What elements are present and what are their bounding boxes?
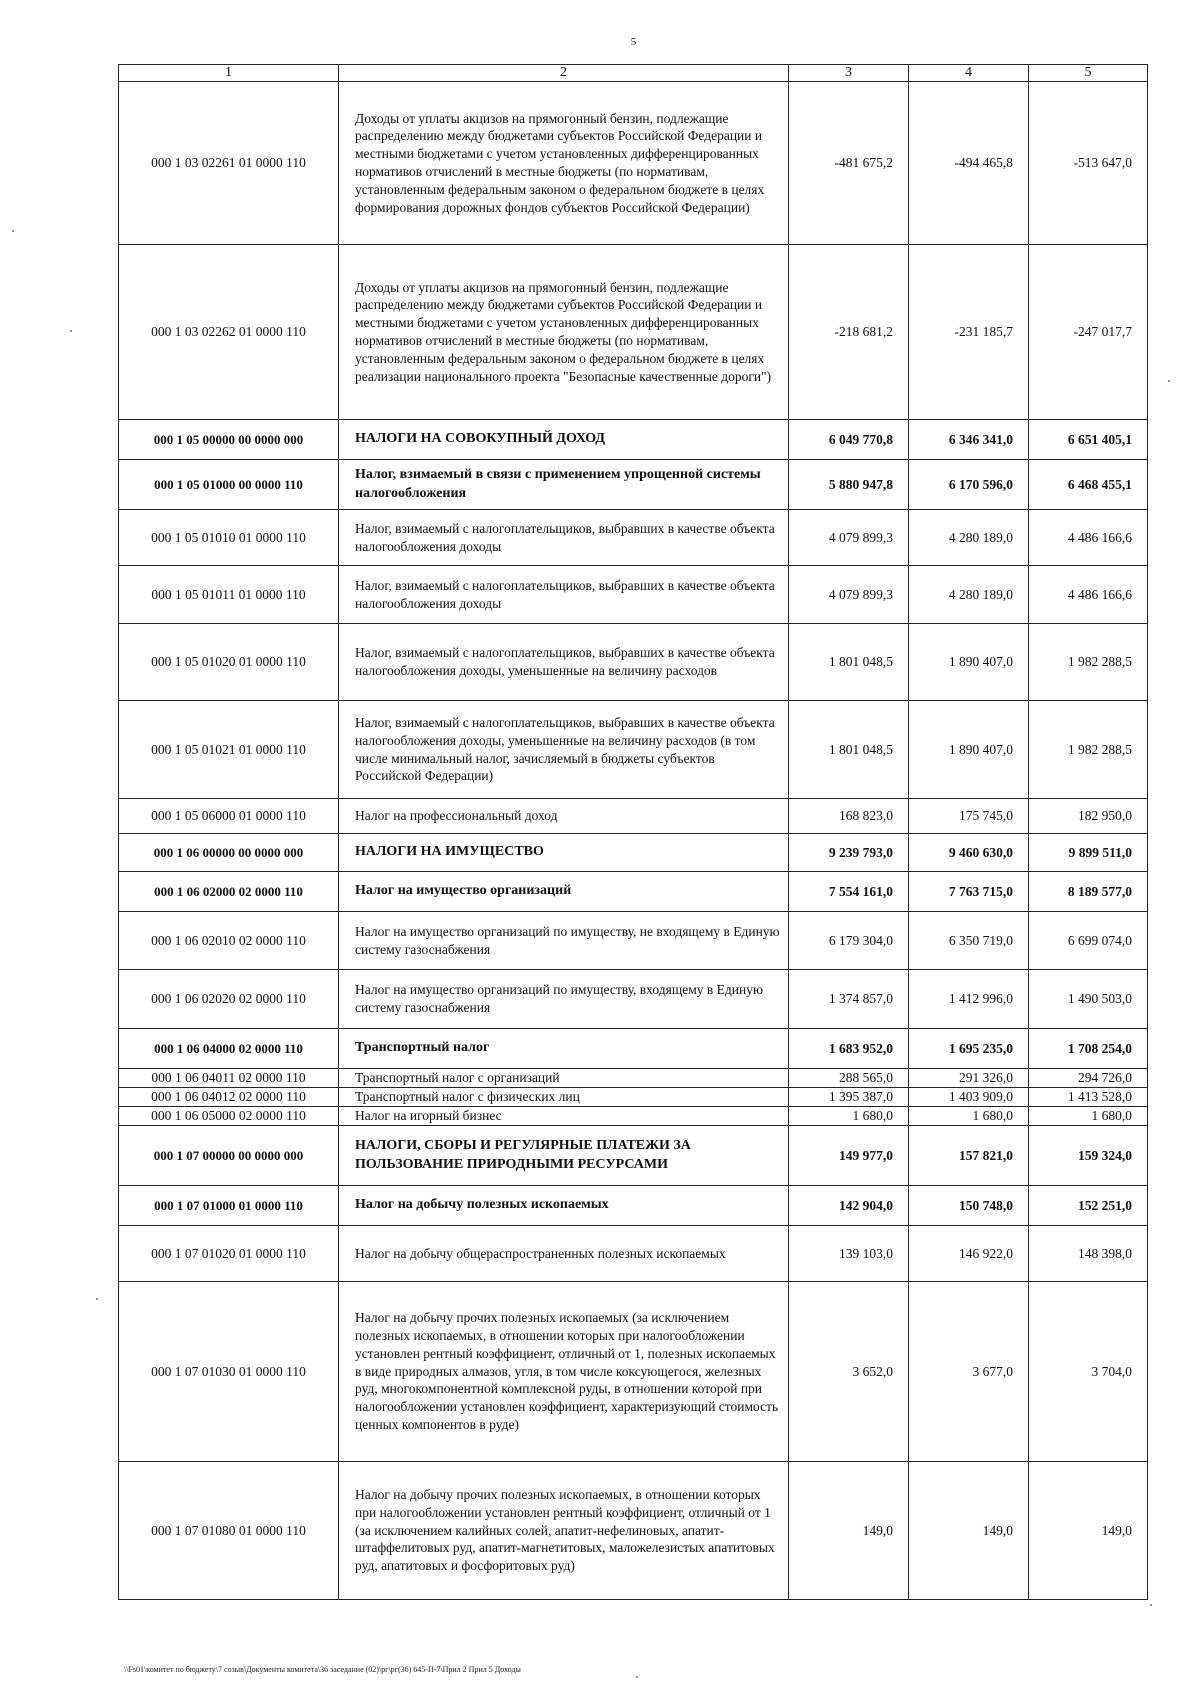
budget-code-cell: 000 1 05 01000 00 0000 110 bbox=[119, 460, 339, 510]
value-col3-cell: 1 801 048,5 bbox=[789, 701, 909, 799]
table-row bbox=[119, 1029, 1148, 1069]
budget-code-cell: 000 1 07 01030 01 0000 110 bbox=[119, 1282, 339, 1462]
value-col5-cell: 1 708 254,0 bbox=[1029, 1029, 1148, 1069]
table-row bbox=[119, 1282, 1148, 1462]
value-col3-cell: 288 565,0 bbox=[789, 1069, 909, 1088]
value-col3-cell: 9 239 793,0 bbox=[789, 834, 909, 872]
value-col5-cell: 1 680,0 bbox=[1029, 1107, 1148, 1126]
table-row bbox=[119, 1088, 1148, 1107]
footer-file-path: \\Fs01\комитет по бюджету\7 созыв\Документы комитета\36 заседание (02)\рг\рг(36) 645-П-7\Прил 2 Прил 5 Доходы bbox=[124, 1665, 521, 1674]
value-col3-cell: 7 554 161,0 bbox=[789, 872, 909, 912]
table-row bbox=[119, 872, 1148, 912]
value-col4-cell: 1 890 407,0 bbox=[909, 624, 1029, 701]
revenue-name-cell: Транспортный налог bbox=[339, 1029, 789, 1069]
value-col4-cell: 4 280 189,0 bbox=[909, 510, 1029, 566]
budget-code-cell: 000 1 07 01080 01 0000 110 bbox=[119, 1462, 339, 1600]
revenue-name-cell: Налог на добычу общераспространенных полезных ископаемых bbox=[339, 1226, 789, 1282]
revenue-name-cell: Налог, взимаемый с налогоплательщиков, выбравших в качестве объекта налогообложения доходы, уменьшенные на величину расходов (в том числе минимальный налог, зачисляемый в бюджеты субъектов Российской Федерации) bbox=[339, 701, 789, 799]
value-col4-cell: 4 280 189,0 bbox=[909, 566, 1029, 624]
value-col4-cell: 149,0 bbox=[909, 1462, 1029, 1600]
value-col5-cell: 8 189 577,0 bbox=[1029, 872, 1148, 912]
value-col3-cell: 1 801 048,5 bbox=[789, 624, 909, 701]
revenue-name-cell: Налог на добычу полезных ископаемых bbox=[339, 1186, 789, 1226]
table-row bbox=[119, 1226, 1148, 1282]
value-col3-cell: 1 683 952,0 bbox=[789, 1029, 909, 1069]
value-col5-cell: 149,0 bbox=[1029, 1462, 1148, 1600]
value-col4-cell: 1 695 235,0 bbox=[909, 1029, 1029, 1069]
value-col3-cell: 142 904,0 bbox=[789, 1186, 909, 1226]
value-col4-cell: 150 748,0 bbox=[909, 1186, 1029, 1226]
budget-code-cell: 000 1 06 05000 02 0000 110 bbox=[119, 1107, 339, 1126]
value-col5-cell: 1 490 503,0 bbox=[1029, 970, 1148, 1029]
revenue-name-cell: Налог на имущество организаций по имуществу, входящему в Единую систему газоснабжения bbox=[339, 970, 789, 1029]
value-col3-cell: -218 681,2 bbox=[789, 245, 909, 420]
column-number-row bbox=[119, 65, 1148, 82]
revenue-name-cell: Налог на добычу прочих полезных ископаемых (за исключением полезных ископаемых, в отношении которых при налогообложении установлен рентный коэффициент, отличный от 1, полезных ископаемых в виде природных алмазов, угля, в том числе коксующегося, железных руд, многокомпонентной комплексной руды, в отношении которой при налогообложении установлен коэффициент, характеризующий стоимость ценных компонентов в руде) bbox=[339, 1282, 789, 1462]
table-row bbox=[119, 799, 1148, 834]
value-col3-cell: 139 103,0 bbox=[789, 1226, 909, 1282]
budget-code-cell: 000 1 07 00000 00 0000 000 bbox=[119, 1126, 339, 1186]
value-col5-cell: 9 899 511,0 bbox=[1029, 834, 1148, 872]
revenue-name-cell: Транспортный налог с физических лиц bbox=[339, 1088, 789, 1107]
table-row bbox=[119, 245, 1148, 420]
revenue-name-cell: Налог на имущество организаций bbox=[339, 872, 789, 912]
column-header-1: 1 bbox=[119, 65, 339, 82]
column-header-4: 4 bbox=[909, 65, 1029, 82]
revenue-name-cell: Доходы от уплаты акцизов на прямогонный бензин, подлежащие распределению между бюджетами субъектов Российской Федерации и местными бюджетами с учетом установленных дифференцированных нормативов отчислений в местные бюджеты (по нормативам, установленным федеральным законом о федеральном бюджете в целях реализации национального проекта "Безопасные качественные дороги") bbox=[339, 245, 789, 420]
scan-speck bbox=[1150, 1604, 1152, 1606]
value-col5-cell: 1 413 528,0 bbox=[1029, 1088, 1148, 1107]
value-col4-cell: -231 185,7 bbox=[909, 245, 1029, 420]
value-col4-cell: 6 170 596,0 bbox=[909, 460, 1029, 510]
scan-speck bbox=[12, 230, 14, 232]
table-row bbox=[119, 912, 1148, 970]
value-col5-cell: 152 251,0 bbox=[1029, 1186, 1148, 1226]
table-row bbox=[119, 420, 1148, 460]
value-col4-cell: 6 346 341,0 bbox=[909, 420, 1029, 460]
budget-code-cell: 000 1 06 04012 02 0000 110 bbox=[119, 1088, 339, 1107]
column-header-2: 2 bbox=[339, 65, 789, 82]
budget-code-cell: 000 1 05 01020 01 0000 110 bbox=[119, 624, 339, 701]
revenue-name-cell: НАЛОГИ НА СОВОКУПНЫЙ ДОХОД bbox=[339, 420, 789, 460]
value-col5-cell: 148 398,0 bbox=[1029, 1226, 1148, 1282]
value-col5-cell: 3 704,0 bbox=[1029, 1282, 1148, 1462]
revenue-name-cell: Налог, взимаемый с налогоплательщиков, выбравших в качестве объекта налогообложения доходы bbox=[339, 566, 789, 624]
table-row bbox=[119, 1462, 1148, 1600]
budget-code-cell: 000 1 07 01020 01 0000 110 bbox=[119, 1226, 339, 1282]
page-number: 5 bbox=[630, 36, 637, 48]
revenue-name-cell: Налог, взимаемый с налогоплательщиков, выбравших в качестве объекта налогообложения доходы, уменьшенные на величину расходов bbox=[339, 624, 789, 701]
scan-speck bbox=[1168, 380, 1170, 382]
table-row bbox=[119, 970, 1148, 1029]
value-col3-cell: -481 675,2 bbox=[789, 82, 909, 245]
value-col4-cell: 1 403 909,0 bbox=[909, 1088, 1029, 1107]
value-col4-cell: 1 412 996,0 bbox=[909, 970, 1029, 1029]
value-col4-cell: 175 745,0 bbox=[909, 799, 1029, 834]
budget-code-cell: 000 1 07 01000 01 0000 110 bbox=[119, 1186, 339, 1226]
budget-code-cell: 000 1 05 06000 01 0000 110 bbox=[119, 799, 339, 834]
table-row bbox=[119, 834, 1148, 872]
budget-code-cell: 000 1 06 02000 02 0000 110 bbox=[119, 872, 339, 912]
table-row bbox=[119, 701, 1148, 799]
value-col5-cell: -513 647,0 bbox=[1029, 82, 1148, 245]
table-row bbox=[119, 460, 1148, 510]
revenue-name-cell: НАЛОГИ НА ИМУЩЕСТВО bbox=[339, 834, 789, 872]
value-col4-cell: 3 677,0 bbox=[909, 1282, 1029, 1462]
value-col3-cell: 1 680,0 bbox=[789, 1107, 909, 1126]
budget-code-cell: 000 1 05 01010 01 0000 110 bbox=[119, 510, 339, 566]
column-header-3: 3 bbox=[789, 65, 909, 82]
table-row bbox=[119, 1107, 1148, 1126]
revenue-name-cell: Налог на имущество организаций по имуществу, не входящему в Единую систему газоснабжения bbox=[339, 912, 789, 970]
value-col3-cell: 168 823,0 bbox=[789, 799, 909, 834]
budget-code-cell: 000 1 06 04000 02 0000 110 bbox=[119, 1029, 339, 1069]
value-col5-cell: 294 726,0 bbox=[1029, 1069, 1148, 1088]
budget-code-cell: 000 1 05 01011 01 0000 110 bbox=[119, 566, 339, 624]
value-col4-cell: 157 821,0 bbox=[909, 1126, 1029, 1186]
budget-code-cell: 000 1 03 02261 01 0000 110 bbox=[119, 82, 339, 245]
budget-code-cell: 000 1 06 00000 00 0000 000 bbox=[119, 834, 339, 872]
value-col3-cell: 149 977,0 bbox=[789, 1126, 909, 1186]
value-col4-cell: 146 922,0 bbox=[909, 1226, 1029, 1282]
budget-code-cell: 000 1 05 00000 00 0000 000 bbox=[119, 420, 339, 460]
value-col3-cell: 4 079 899,3 bbox=[789, 510, 909, 566]
value-col5-cell: 6 468 455,1 bbox=[1029, 460, 1148, 510]
value-col5-cell: 182 950,0 bbox=[1029, 799, 1148, 834]
value-col5-cell: 6 699 074,0 bbox=[1029, 912, 1148, 970]
value-col5-cell: 4 486 166,6 bbox=[1029, 510, 1148, 566]
revenue-name-cell: Налог, взимаемый в связи с применением упрощенной системы налогообложения bbox=[339, 460, 789, 510]
value-col3-cell: 6 049 770,8 bbox=[789, 420, 909, 460]
column-header-5: 5 bbox=[1029, 65, 1148, 82]
revenue-name-cell: Налог на профессиональный доход bbox=[339, 799, 789, 834]
value-col3-cell: 149,0 bbox=[789, 1462, 909, 1600]
value-col3-cell: 1 395 387,0 bbox=[789, 1088, 909, 1107]
value-col3-cell: 5 880 947,8 bbox=[789, 460, 909, 510]
revenue-table-container bbox=[118, 64, 1147, 1600]
value-col5-cell: 1 982 288,5 bbox=[1029, 701, 1148, 799]
value-col5-cell: 1 982 288,5 bbox=[1029, 624, 1148, 701]
revenue-name-cell: НАЛОГИ, СБОРЫ И РЕГУЛЯРНЫЕ ПЛАТЕЖИ ЗА ПОЛЬЗОВАНИЕ ПРИРОДНЫМИ РЕСУРСАМИ bbox=[339, 1126, 789, 1186]
value-col4-cell: 291 326,0 bbox=[909, 1069, 1029, 1088]
value-col3-cell: 6 179 304,0 bbox=[789, 912, 909, 970]
budget-code-cell: 000 1 06 02020 02 0000 110 bbox=[119, 970, 339, 1029]
value-col3-cell: 4 079 899,3 bbox=[789, 566, 909, 624]
revenue-name-cell: Доходы от уплаты акцизов на прямогонный бензин, подлежащие распределению между бюджетами субъектов Российской Федерации и местными бюджетами с учетом установленных дифференцированных нормативов отчислений в местные бюджеты (по нормативам, установленным федеральным законом о федеральном бюджете в целях формирования дорожных фондов субъектов Российской Федерации) bbox=[339, 82, 789, 245]
scan-speck bbox=[636, 1676, 638, 1678]
scan-speck bbox=[96, 1298, 98, 1300]
revenue-name-cell: Транспортный налог с организаций bbox=[339, 1069, 789, 1088]
value-col4-cell: -494 465,8 bbox=[909, 82, 1029, 245]
table-row bbox=[119, 566, 1148, 624]
value-col4-cell: 9 460 630,0 bbox=[909, 834, 1029, 872]
value-col3-cell: 3 652,0 bbox=[789, 1282, 909, 1462]
value-col5-cell: 159 324,0 bbox=[1029, 1126, 1148, 1186]
table-row bbox=[119, 1069, 1148, 1088]
budget-code-cell: 000 1 06 04011 02 0000 110 bbox=[119, 1069, 339, 1088]
revenue-name-cell: Налог на добычу прочих полезных ископаемых, в отношении которых при налогообложении установлен рентный коэффициент, отличный от 1 (за исключением калийных солей, апатит-нефелиновых, апатит-штаффелитовых руд, апатит-магнетитовых, маложелезистых апатитовых руд, апатитовых и фосфоритовых руд) bbox=[339, 1462, 789, 1600]
value-col5-cell: 6 651 405,1 bbox=[1029, 420, 1148, 460]
value-col4-cell: 1 680,0 bbox=[909, 1107, 1029, 1126]
table-row bbox=[119, 82, 1148, 245]
table-row bbox=[119, 510, 1148, 566]
table-row bbox=[119, 1126, 1148, 1186]
table-row bbox=[119, 624, 1148, 701]
scan-speck bbox=[70, 330, 72, 332]
budget-code-cell: 000 1 03 02262 01 0000 110 bbox=[119, 245, 339, 420]
value-col5-cell: 4 486 166,6 bbox=[1029, 566, 1148, 624]
value-col4-cell: 7 763 715,0 bbox=[909, 872, 1029, 912]
value-col5-cell: -247 017,7 bbox=[1029, 245, 1148, 420]
table-row bbox=[119, 1186, 1148, 1226]
value-col4-cell: 1 890 407,0 bbox=[909, 701, 1029, 799]
value-col4-cell: 6 350 719,0 bbox=[909, 912, 1029, 970]
budget-code-cell: 000 1 05 01021 01 0000 110 bbox=[119, 701, 339, 799]
value-col3-cell: 1 374 857,0 bbox=[789, 970, 909, 1029]
budget-code-cell: 000 1 06 02010 02 0000 110 bbox=[119, 912, 339, 970]
revenue-table bbox=[118, 64, 1148, 1600]
revenue-name-cell: Налог, взимаемый с налогоплательщиков, выбравших в качестве объекта налогообложения доходы bbox=[339, 510, 789, 566]
revenue-name-cell: Налог на игорный бизнес bbox=[339, 1107, 789, 1126]
